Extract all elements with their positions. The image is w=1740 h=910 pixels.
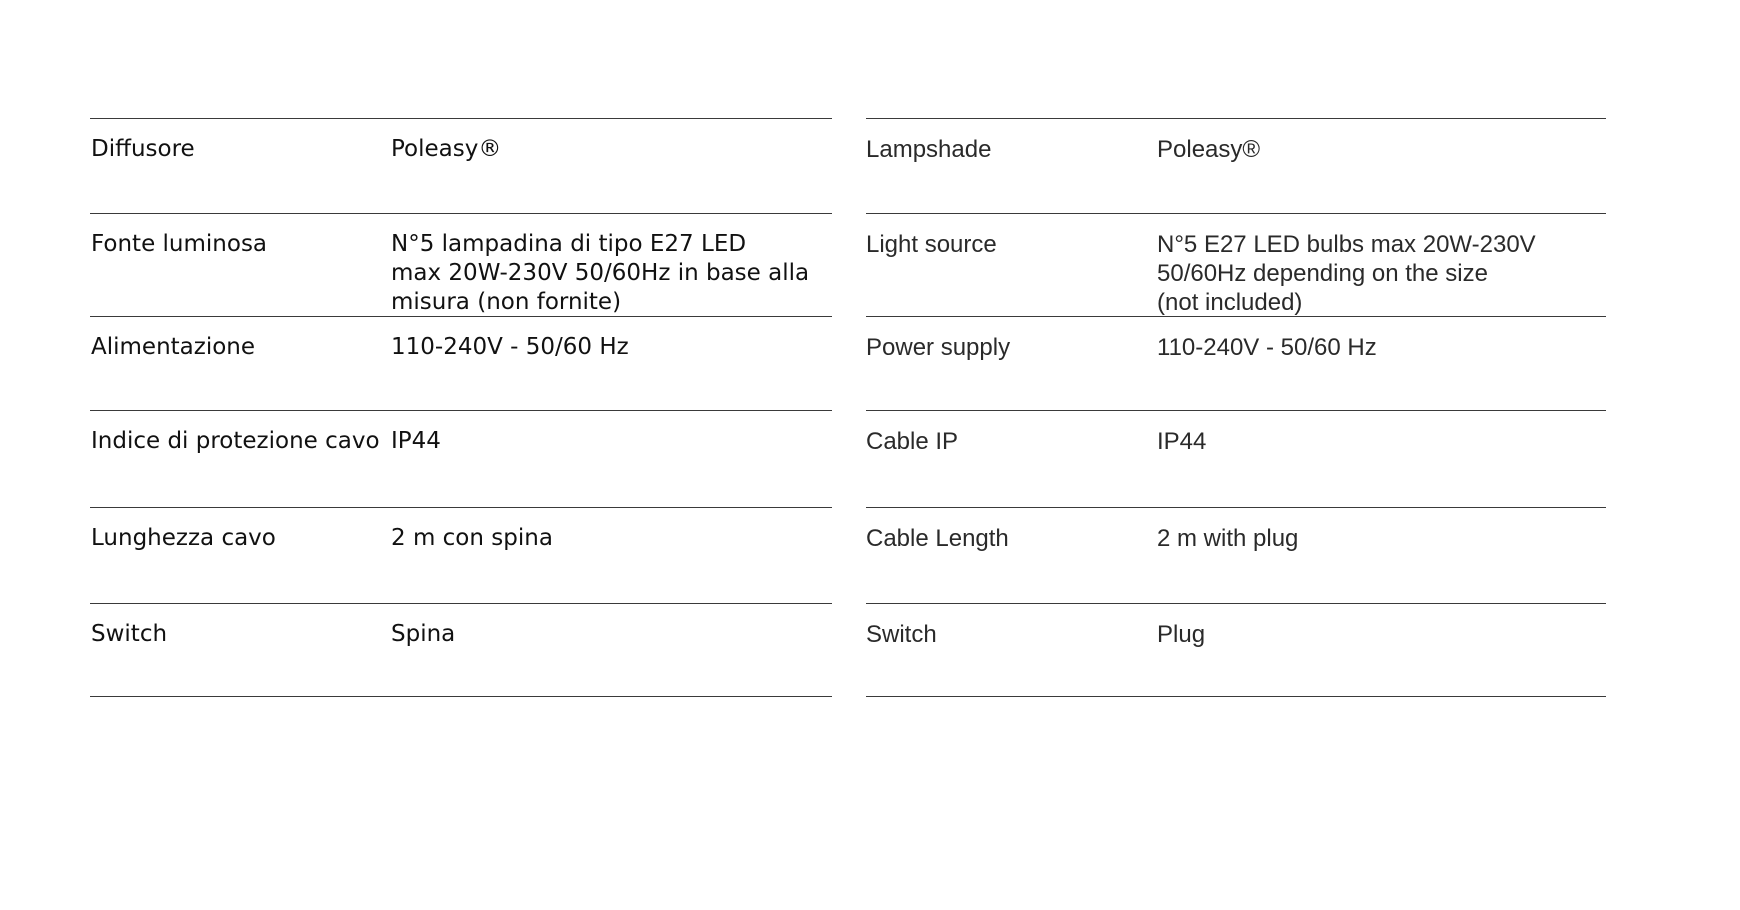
spec-row-alimentazione bbox=[90, 316, 832, 410]
spec-label: Switch bbox=[91, 621, 168, 647]
spec-value bbox=[391, 427, 441, 456]
spec-value bbox=[1157, 135, 1260, 164]
spec-value-line: Poleasy® bbox=[391, 136, 502, 162]
spec-value-line: 50/60Hz depending on the size bbox=[1157, 260, 1488, 287]
spec-value-line: Spina bbox=[391, 621, 456, 647]
spec-label: Indice di protezione cavo bbox=[91, 428, 380, 454]
spec-label: Cable IP bbox=[866, 428, 959, 455]
spec-value-line: 2 m with plug bbox=[1157, 525, 1299, 552]
spec-row-cable-length bbox=[866, 507, 1606, 603]
spec-value bbox=[1157, 230, 1536, 317]
spec-value-line: Poleasy® bbox=[1157, 136, 1261, 163]
spec-row-cable-ip bbox=[866, 410, 1606, 507]
spec-row-diffusore bbox=[90, 118, 832, 213]
spec-value-line: IP44 bbox=[391, 428, 441, 454]
spec-value bbox=[391, 524, 553, 553]
spec-value bbox=[391, 620, 455, 649]
spec-row-switch bbox=[866, 603, 1606, 697]
spec-value-line: max 20W-230V 50/60Hz in base alla bbox=[391, 260, 810, 286]
spec-label: Lampshade bbox=[866, 136, 992, 163]
spec-table-english bbox=[866, 118, 1606, 697]
spec-value-line: (not included) bbox=[1157, 289, 1303, 316]
spec-row-lunghezza-cavo bbox=[90, 507, 832, 603]
spec-value-line: 110-240V - 50/60 Hz bbox=[391, 334, 629, 360]
spec-value-line: IP44 bbox=[1157, 428, 1207, 455]
spec-value-line: Plug bbox=[1157, 621, 1206, 648]
spec-value-line: 2 m con spina bbox=[391, 525, 553, 551]
spec-row-lampshade bbox=[866, 118, 1606, 213]
spec-label: Cable Length bbox=[866, 525, 1009, 552]
spec-value-line: 110-240V - 50/60 Hz bbox=[1157, 334, 1377, 361]
spec-label: Light source bbox=[866, 231, 997, 258]
spec-label: Lunghezza cavo bbox=[91, 525, 276, 551]
spec-value bbox=[1157, 333, 1377, 362]
spec-value bbox=[1157, 524, 1298, 553]
spec-value-line: N°5 E27 LED bulbs max 20W-230V bbox=[1157, 231, 1536, 258]
spec-table-italian bbox=[90, 118, 832, 697]
spec-value-line: misura (non fornite) bbox=[391, 289, 622, 315]
spec-value bbox=[391, 230, 809, 317]
spec-row-indice-protezione bbox=[90, 410, 832, 507]
spec-label: Fonte luminosa bbox=[91, 231, 268, 257]
spec-value-line: N°5 lampadina di tipo E27 LED bbox=[391, 231, 747, 257]
spec-label: Power supply bbox=[866, 334, 1011, 361]
spec-row-switch bbox=[90, 603, 832, 697]
spec-row-light-source bbox=[866, 213, 1606, 316]
spec-row-power-supply bbox=[866, 316, 1606, 410]
spec-row-fonte-luminosa bbox=[90, 213, 832, 316]
spec-value bbox=[391, 333, 629, 362]
spec-value bbox=[1157, 620, 1205, 649]
spec-label: Alimentazione bbox=[91, 334, 256, 360]
spec-value bbox=[391, 135, 501, 164]
spec-label: Switch bbox=[866, 621, 937, 648]
spec-label: Diffusore bbox=[91, 136, 195, 162]
spec-value bbox=[1157, 427, 1206, 456]
